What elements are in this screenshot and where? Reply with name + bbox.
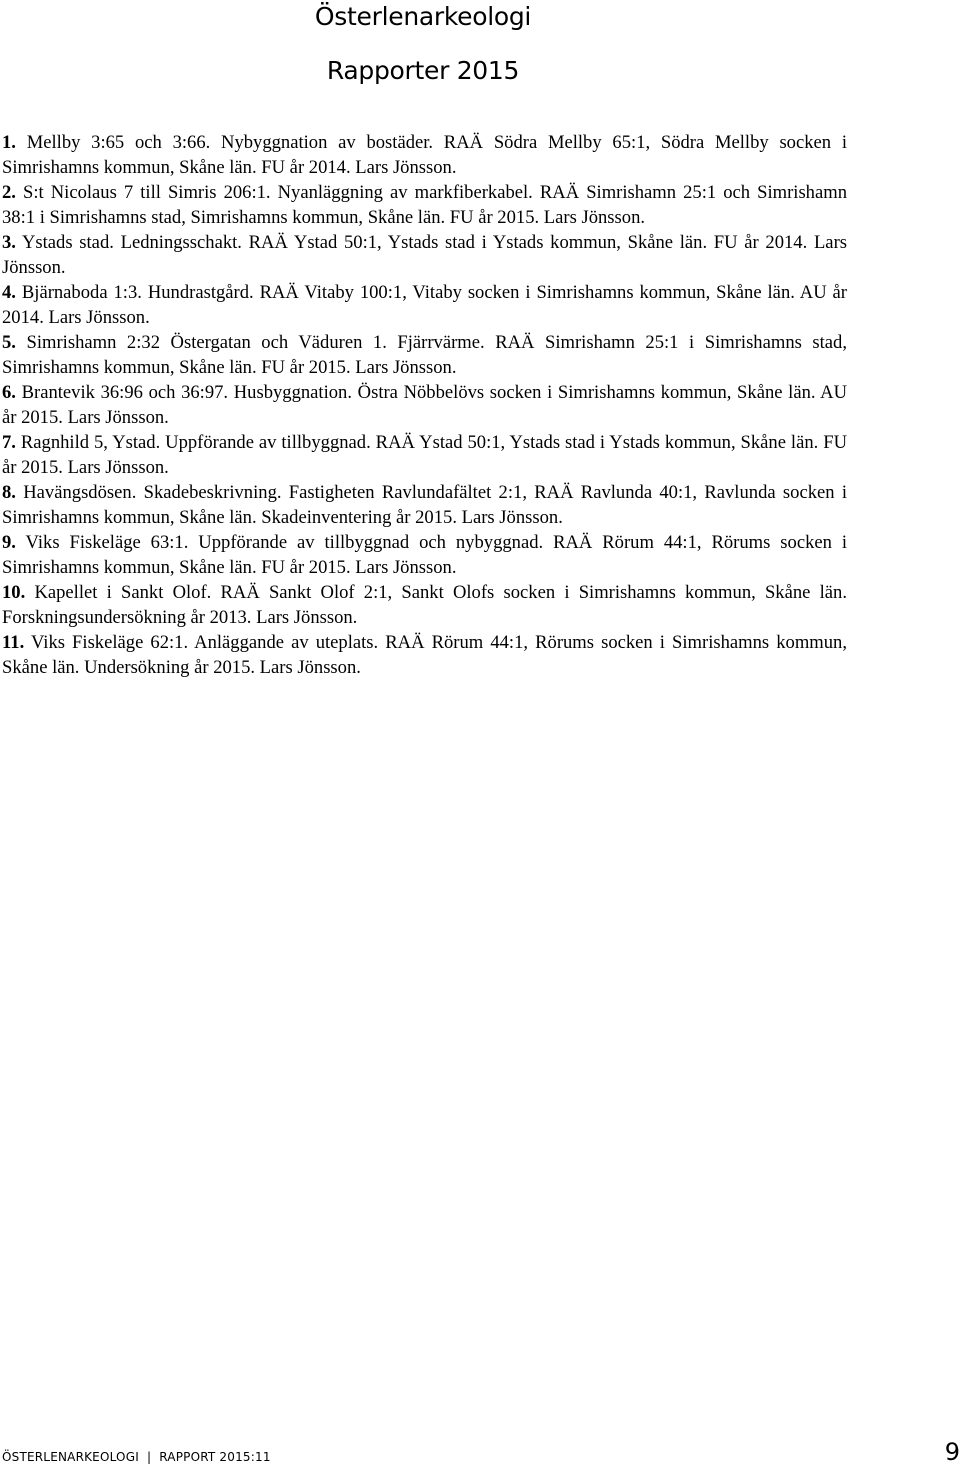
entry-number: 3.	[2, 232, 16, 253]
entry-number: 2.	[2, 182, 16, 203]
report-entry-9	[2, 530, 847, 580]
entry-text: Brantevik 36:96 och 36:97. Husbyggnation. Östra Nöbbelövs socken i Simrishamns kommun, Skåne län. AU år 2015. Lars Jönsson.	[2, 382, 847, 428]
report-entry-8	[2, 480, 847, 530]
entry-number: 10.	[2, 582, 26, 603]
entry-number: 9.	[2, 532, 16, 553]
entry-text: Kapellet i Sankt Olof. RAÄ Sankt Olof 2:1, Sankt Olofs socken i Simrishamns kommun, Skåne län. Forskningsundersökning år 2013. Lars Jönsson.	[2, 582, 847, 628]
entry-text: Viks Fiskeläge 63:1. Uppförande av tillbyggnad och nybyggnad. RAÄ Rörum 44:1, Rörums socken i Simrishamns kommun, Skåne län. FU år 2015. Lars Jönsson.	[2, 532, 848, 578]
report-entry-3	[2, 230, 847, 280]
entry-text: Ystads stad. Ledningsschakt. RAÄ Ystad 50:1, Ystads stad i Ystads kommun, Skåne län. FU år 2014. Lars Jönsson.	[2, 232, 847, 278]
entry-text: Viks Fiskeläge 62:1. Anläggande av uteplats. RAÄ Rörum 44:1, Rörums socken i Simrishamns kommun, Skåne län. Undersökning år 2015. Lars Jönsson.	[2, 632, 847, 678]
entry-text: S:t Nicolaus 7 till Simris 206:1. Nyanläggning av markfiberkabel. RAÄ Simrishamn 25:1 och Simrishamn 38:1 i Simrishamns stad, Simrishamns kommun, Skåne län. FU år 2015. Lars Jönsson.	[2, 182, 847, 228]
report-entry-4	[2, 280, 847, 330]
entry-text: Havängsdösen. Skadebeskrivning. Fastigheten Ravlundafältet 2:1, RAÄ Ravlunda 40:1, Ravlunda socken i Simrishamns kommun, Skåne län. Skadeinventering år 2015. Lars Jönsson.	[2, 482, 847, 528]
entry-text: Mellby 3:65 och 3:66. Nybyggnation av bostäder. RAÄ Södra Mellby 65:1, Södra Mellby socken i Simrishamns kommun, Skåne län. FU år 2014. Lars Jönsson.	[2, 132, 847, 178]
footer-report-label: ÖSTERLENARKEOLOGI | RAPPORT 2015:11	[2, 1450, 271, 1464]
report-entry-7	[2, 430, 847, 480]
report-entry-5	[2, 330, 847, 380]
report-entry-10	[2, 580, 847, 630]
report-list	[2, 130, 847, 680]
entry-number: 5.	[2, 332, 16, 353]
entry-number: 1.	[2, 132, 16, 153]
entry-text: Simrishamn 2:32 Östergatan och Väduren 1. Fjärrvärme. RAÄ Simrishamn 25:1 i Simrishamns stad, Simrishamns kommun, Skåne län. FU år 2015. Lars Jönsson.	[2, 332, 848, 378]
page-number: 9	[944, 1438, 960, 1466]
entry-number: 11.	[2, 632, 25, 653]
report-entry-1	[2, 130, 847, 180]
page-title: Österlenarkeologi	[314, 2, 532, 31]
entry-number: 8.	[2, 482, 16, 503]
report-entry-6	[2, 380, 847, 430]
entry-number: 7.	[2, 432, 16, 453]
page-subtitle: Rapporter 2015	[326, 56, 520, 85]
report-entry-11	[2, 630, 847, 680]
entry-text: Bjärnaboda 1:3. Hundrastgård. RAÄ Vitaby 100:1, Vitaby socken i Simrishamns kommun, Skåne län. AU år 2014. Lars Jönsson.	[2, 282, 847, 328]
entry-text: Ragnhild 5, Ystad. Uppförande av tillbyggnad. RAÄ Ystad 50:1, Ystads stad i Ystads kommun, Skåne län. FU år 2015. Lars Jönsson.	[2, 432, 847, 478]
report-entry-2	[2, 180, 847, 230]
entry-number: 6.	[2, 382, 16, 403]
entry-number: 4.	[2, 282, 16, 303]
